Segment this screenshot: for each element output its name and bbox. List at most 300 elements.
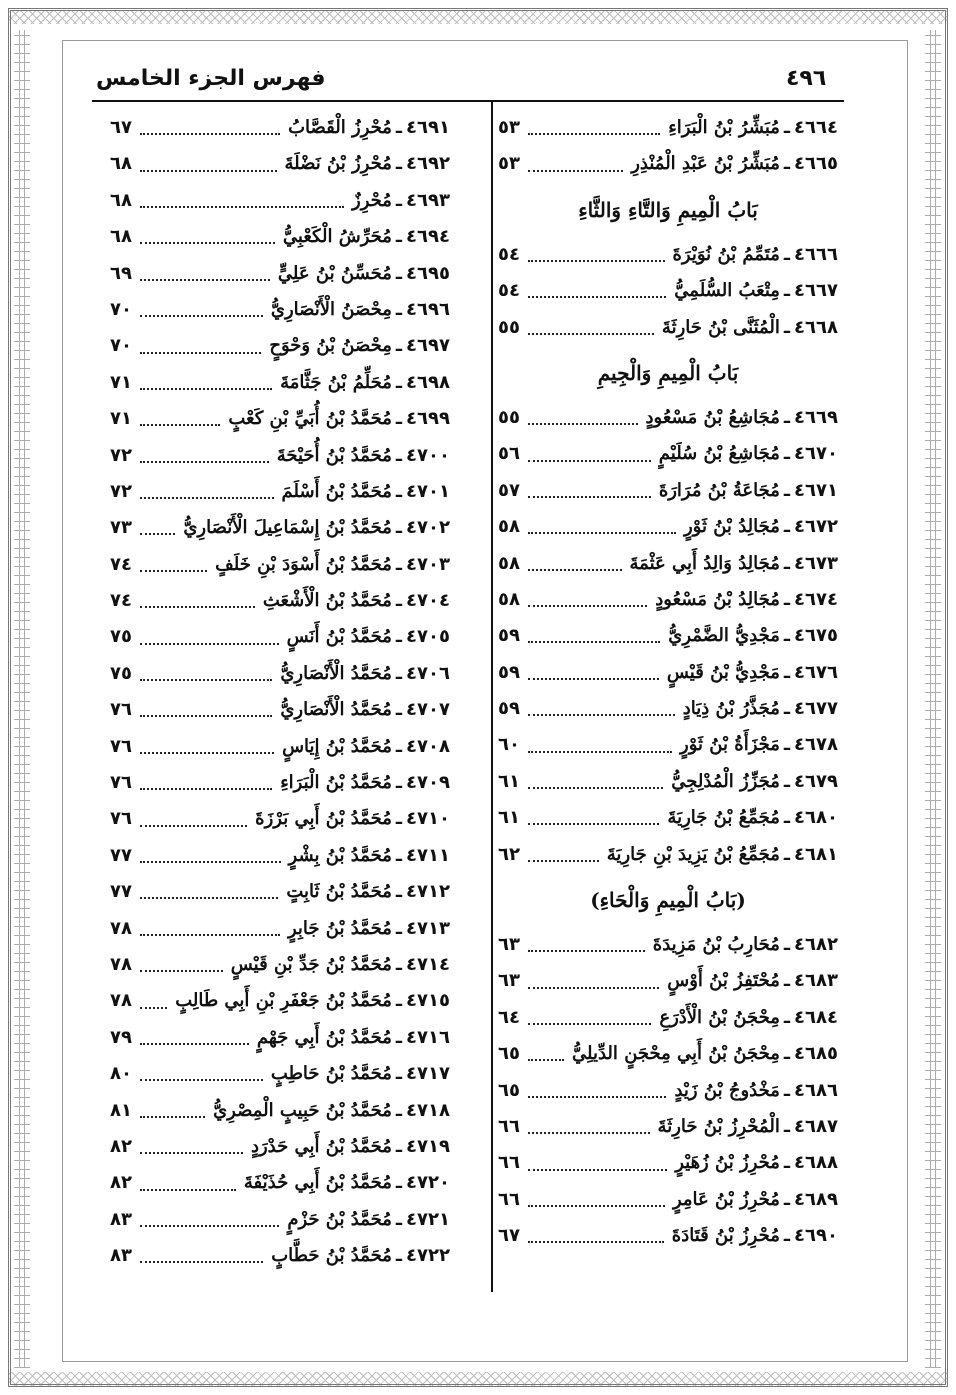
entry-name: مُحَمَّدُ بْنُ أَبِي بَرْزَةَ <box>255 808 392 830</box>
entry-number: ٤٧١٥ <box>406 990 450 1012</box>
entry-number: ٤٦٧٢ <box>794 516 838 538</box>
index-entry <box>110 911 450 947</box>
index-entry <box>110 183 450 219</box>
entry-dash: ـ <box>783 807 791 829</box>
index-entry <box>498 509 838 545</box>
index-entry <box>498 1182 838 1218</box>
entry-leader-dots <box>140 388 272 390</box>
entry-leader-dots <box>528 641 660 643</box>
entry-page-number: ٧٥ <box>110 662 132 684</box>
entry-number: ٤٦٧٤ <box>794 588 838 610</box>
entry-dash: ـ <box>783 153 791 175</box>
entry-name: مُحْرِزُ بْنُ قَتَادَةَ <box>671 1225 780 1247</box>
index-entry <box>498 473 838 509</box>
entry-dash: ـ <box>395 1026 403 1048</box>
entry-page-number: ٧٤ <box>110 590 132 612</box>
entry-name: مُحْرِزُ الْقَصَّابُ <box>288 117 392 138</box>
entry-number: ٤٦٩٦ <box>406 298 450 320</box>
index-entry <box>498 110 838 146</box>
entry-number: ٤٧٢٢ <box>406 1245 450 1267</box>
entry-dash: ـ <box>395 844 403 866</box>
entry-dash: ـ <box>395 735 403 757</box>
entry-page-number: ٥٧ <box>498 479 520 501</box>
entry-leader-dots <box>528 678 659 680</box>
entry-page-number: ٦١ <box>498 770 520 792</box>
entry-name: مُحَمَّدُ بْنُ أُبَيِّ بْنِ كَعْبٍ <box>228 408 392 430</box>
entry-name: مُحَمَّدُ بْنُ أَنَسٍ <box>286 626 392 648</box>
entry-page-number: ٧٦ <box>110 699 132 721</box>
entry-dash: ـ <box>783 1152 791 1174</box>
entry-page-number: ٦٧ <box>110 117 132 138</box>
entry-name: مُحَمَّدُ بْنُ جَدِّ بْنِ قَيْسٍ <box>230 953 392 975</box>
entry-leader-dots <box>140 715 272 717</box>
entry-leader-dots <box>528 1205 665 1207</box>
entry-number: ٤٦٨١ <box>794 843 838 865</box>
entry-number: ٤٧٠٠ <box>406 444 450 466</box>
entry-number: ٤٧١٧ <box>406 1063 450 1085</box>
entry-name: مُحَمَّدُ بْنُ الْأَشْعَثِ <box>262 590 392 612</box>
entry-name: مُحَمَّدُ بْنُ إِيَاسٍ <box>282 735 392 757</box>
entry-dash: ـ <box>395 1135 403 1157</box>
entry-leader-dots <box>528 170 623 172</box>
entry-page-number: ٦٣ <box>498 970 520 992</box>
entry-leader-dots <box>528 1241 664 1243</box>
index-entry <box>498 273 838 309</box>
entry-dash: ـ <box>783 479 791 501</box>
entry-leader-dots <box>528 605 647 607</box>
entry-name: مُحْتَفِزُ بْنُ أَوْسٍ <box>667 970 780 992</box>
page-number: ٤٩٦ <box>786 66 827 91</box>
index-entry <box>110 256 450 292</box>
entry-number: ٤٦٨٨ <box>794 1152 838 1174</box>
entry-leader-dots <box>140 461 269 463</box>
entry-page-number: ٥٩ <box>498 698 520 720</box>
entry-dash: ـ <box>395 189 403 211</box>
entry-name: مِحْصَنُ الْأَنْصَارِيُّ <box>270 298 392 320</box>
entry-number: ٤٧١٨ <box>406 1099 450 1121</box>
entry-page-number: ٦٦ <box>498 1115 520 1137</box>
entry-number: ٤٦٧٨ <box>794 734 838 756</box>
entry-name: مُبَشِّرُ بْنُ الْبَرَاءِ <box>668 117 780 138</box>
entry-leader-dots <box>528 1023 651 1025</box>
entry-leader-dots <box>528 1132 650 1134</box>
entry-leader-dots <box>528 1059 564 1061</box>
entry-dash: ـ <box>783 516 791 538</box>
entry-number: ٤٦٩٧ <box>406 335 450 357</box>
entry-number: ٤٧٠٦ <box>406 662 450 684</box>
entry-page-number: ٨١ <box>110 1099 132 1121</box>
index-entry <box>110 583 450 619</box>
entry-name: مِحْجَنُ بْنُ أَبِي مِحْجَنٍ الدِّيلِيُّ <box>572 1043 780 1065</box>
index-entry <box>110 474 450 510</box>
entry-dash: ـ <box>783 970 791 992</box>
entry-number: ٤٧٠٣ <box>406 553 450 575</box>
page-header <box>92 60 842 100</box>
section-heading: بَابُ الْمِيمِ وَالتَّاءِ وَالثَّاءِ <box>578 197 758 222</box>
entry-name: مُحَارِبُ بْنُ مَزِيدَةَ <box>652 934 780 956</box>
entry-page-number: ٦٦ <box>498 1152 520 1174</box>
entry-page-number: ٧٦ <box>110 772 132 794</box>
index-entry <box>498 691 838 727</box>
entry-number: ٤٦٦٦ <box>794 243 838 265</box>
entry-leader-dots <box>528 423 638 425</box>
index-entry <box>110 219 450 255</box>
column-divider <box>491 102 493 1292</box>
entry-page-number: ٧٢ <box>110 444 132 466</box>
entry-page-number: ٧٠ <box>110 335 132 357</box>
entry-name: مِحْصَنُ بْنُ وَحْوَحٍ <box>269 335 392 357</box>
entry-page-number: ٦١ <box>498 807 520 829</box>
entry-dash: ـ <box>395 298 403 320</box>
entry-page-number: ٥٩ <box>498 625 520 647</box>
entry-page-number: ٨٢ <box>110 1172 132 1194</box>
entry-name: مُحَمَّدُ بْنُ حَبِيبٍ الْمِصْرِيُّ <box>213 1099 392 1121</box>
entry-name: مُجَالِدُ بْنُ مَسْعُودٍ <box>655 588 780 610</box>
entry-name: مَخْدُوجُ بْنُ زَيْدٍ <box>674 1079 780 1101</box>
entry-page-number: ٦٨ <box>110 153 132 175</box>
entry-leader-dots <box>528 987 659 989</box>
entry-number: ٤٦٩٩ <box>406 408 450 430</box>
entry-name: مُتَمِّمُ بْنُ نُوَيْرَةَ <box>672 243 780 265</box>
entry-leader-dots <box>140 242 275 244</box>
entry-number: ٤٧١٦ <box>406 1026 450 1048</box>
entry-number: ٤٧١٣ <box>406 917 450 939</box>
index-entry <box>498 310 838 346</box>
entry-number: ٤٧٢١ <box>406 1208 450 1230</box>
entry-page-number: ٥٨ <box>498 552 520 574</box>
entry-dash: ـ <box>395 990 403 1012</box>
entry-dash: ـ <box>395 408 403 430</box>
index-entry <box>498 1109 838 1145</box>
entry-number: ٤٦٩٨ <box>406 371 450 393</box>
entry-leader-dots <box>140 679 272 681</box>
entry-dash: ـ <box>395 808 403 830</box>
entry-page-number: ٨٣ <box>110 1208 132 1230</box>
index-entry <box>498 436 838 472</box>
entry-dash: ـ <box>783 1006 791 1028</box>
index-entry <box>110 547 450 583</box>
entry-number: ٤٦٨٢ <box>794 934 838 956</box>
entry-number: ٤٧٠٤ <box>406 590 450 612</box>
index-entry <box>498 582 838 618</box>
entry-dash: ـ <box>395 1172 403 1194</box>
entry-number: ٤٧٠٢ <box>406 517 450 539</box>
entry-name: مَجْدِيُّ بْنُ قَيْسٍ <box>666 661 780 683</box>
entry-dash: ـ <box>783 1043 791 1065</box>
entry-leader-dots <box>140 897 278 899</box>
entry-page-number: ٦٨ <box>110 226 132 248</box>
entry-name: مُجَاشِعُ بْنُ مَسْعُودٍ <box>645 406 780 428</box>
entry-name: مُحَمَّدُ بْنُ الْبَرَاءِ <box>280 772 392 794</box>
entry-name: مُحْرِزُ بْنُ زُهَيْرٍ <box>675 1152 780 1174</box>
index-entry <box>110 619 450 655</box>
entry-name: مُحَمَّدُ بْنُ حَزْمٍ <box>287 1208 392 1230</box>
entry-number: ٤٧٠٩ <box>406 772 450 794</box>
index-entry <box>110 1056 450 1092</box>
entry-dash: ـ <box>783 698 791 720</box>
entry-dash: ـ <box>395 590 403 612</box>
index-entry <box>110 801 450 837</box>
entry-leader-dots <box>140 206 344 208</box>
entry-leader-dots <box>140 133 280 135</box>
entry-page-number: ٥٦ <box>498 443 520 465</box>
entry-page-number: ٨٣ <box>110 1245 132 1267</box>
entry-dash: ـ <box>395 953 403 975</box>
entry-name: مُحَسِّنُ بْنُ عَلِيٍّ <box>277 262 392 284</box>
entry-dash: ـ <box>783 734 791 756</box>
entry-name: مُحَمَّدُ بْنُ أُحَيْحَةَ <box>276 444 392 466</box>
entry-dash: ـ <box>395 881 403 903</box>
section-heading: بَابُ الْمِيمِ وَالْجِيمِ <box>597 360 739 385</box>
entry-number: ٤٦٧٦ <box>794 661 838 683</box>
index-entry <box>110 656 450 692</box>
entry-leader-dots <box>140 861 281 863</box>
entry-page-number: ٧٣ <box>110 517 132 539</box>
entry-dash: ـ <box>395 1245 403 1267</box>
entry-number: ٤٦٦٧ <box>794 280 838 302</box>
entry-number: ٤٦٩٥ <box>406 262 450 284</box>
entry-number: ٤٦٨٣ <box>794 970 838 992</box>
entry-leader-dots <box>528 532 676 534</box>
index-entry <box>498 963 838 999</box>
entry-number: ٤٧٠٥ <box>406 626 450 648</box>
entry-dash: ـ <box>395 517 403 539</box>
entry-dash: ـ <box>395 153 403 175</box>
entry-number: ٤٦٧١ <box>794 479 838 501</box>
index-entry <box>110 1129 450 1165</box>
entry-leader-dots <box>140 934 280 936</box>
entry-dash: ـ <box>783 1115 791 1137</box>
entry-name: مُبَشِّرُ بْنُ عَبْدِ الْمُنْذِرِ <box>631 153 780 175</box>
entry-number: ٤٦٨٠ <box>794 807 838 829</box>
index-entry <box>498 237 838 273</box>
entry-name: مُحَمَّدُ بْنُ حَاطِبٍ <box>270 1063 392 1085</box>
entry-leader-dots <box>140 1043 249 1045</box>
entry-page-number: ٦٣ <box>498 934 520 956</box>
index-entry <box>110 983 450 1019</box>
index-entry <box>110 1202 450 1238</box>
entry-page-number: ٦٦ <box>498 1188 520 1210</box>
index-entry <box>498 800 838 836</box>
entry-leader-dots <box>140 825 247 827</box>
index-entry <box>110 328 450 364</box>
entry-leader-dots <box>528 751 672 753</box>
entry-leader-dots <box>528 823 659 825</box>
entry-leader-dots <box>528 260 665 262</box>
entry-number: ٤٧١٤ <box>406 953 450 975</box>
header-rule <box>92 100 844 102</box>
entry-number: ٤٦٩٢ <box>406 153 450 175</box>
index-entry <box>110 874 450 910</box>
entry-number: ٤٦٨٩ <box>794 1188 838 1210</box>
entry-leader-dots <box>528 133 660 135</box>
index-entry <box>498 727 838 763</box>
entry-name: مُحَمَّدُ بْنُ أَسْلَمَ <box>281 480 392 502</box>
entry-name: مُجَالِدُ وَالِدُ أَبِي عَثْمَةَ <box>629 552 780 574</box>
entry-leader-dots <box>140 1189 236 1191</box>
entry-page-number: ٦٥ <box>498 1079 520 1101</box>
running-title: فهرس الجزء الخامس <box>96 66 326 91</box>
entry-dash: ـ <box>395 626 403 648</box>
entry-dash: ـ <box>395 662 403 684</box>
entry-page-number: ٧٨ <box>110 953 132 975</box>
entry-page-number: ٧١ <box>110 408 132 430</box>
entry-number: ٤٦٩٣ <box>406 189 450 211</box>
entry-name: مُجَاشِعُ بْنُ سُلَيْمٍ <box>658 443 780 465</box>
entry-leader-dots <box>528 1096 666 1098</box>
entry-leader-dots <box>140 752 274 754</box>
index-entry <box>110 510 450 546</box>
entry-leader-dots <box>140 533 175 535</box>
index-entry <box>110 692 450 728</box>
entry-leader-dots <box>140 1225 279 1227</box>
index-entry <box>110 292 450 328</box>
entry-page-number: ٧٦ <box>110 808 132 830</box>
entry-page-number: ٨٠ <box>110 1063 132 1085</box>
index-entry <box>498 400 838 436</box>
entry-dash: ـ <box>395 262 403 284</box>
entry-page-number: ٥٩ <box>498 661 520 683</box>
index-entry <box>110 1093 450 1129</box>
entry-dash: ـ <box>783 661 791 683</box>
entry-page-number: ٥٨ <box>498 588 520 610</box>
entry-page-number: ٧٢ <box>110 480 132 502</box>
entry-name: مُحْرِزٌ <box>352 189 392 211</box>
entry-name: مُحَمَّدُ بْنُ بِشْرٍ <box>288 844 392 866</box>
entry-name: مُحَلِّمُ بْنُ جَثَّامَةَ <box>280 371 392 393</box>
index-entry <box>110 1020 450 1056</box>
entry-page-number: ٥٨ <box>498 516 520 538</box>
entry-name: مُحَرِّشُ الْكَعْبِيُّ <box>282 226 392 248</box>
entry-leader-dots <box>528 860 599 862</box>
entry-leader-dots <box>140 570 207 572</box>
entry-page-number: ٥٤ <box>498 243 520 265</box>
entry-page-number: ٦٢ <box>498 843 520 865</box>
index-entry <box>498 1218 838 1254</box>
entry-name: مَجْدِيُّ الضَّمْرِيُّ <box>668 625 780 647</box>
index-entry <box>498 1000 838 1036</box>
index-entry <box>110 1165 450 1201</box>
entry-page-number: ٥٤ <box>498 280 520 302</box>
entry-leader-dots <box>528 1169 667 1171</box>
entry-dash: ـ <box>395 371 403 393</box>
entry-name: مُجَالِدُ بْنُ ثَوْرٍ <box>683 516 780 538</box>
entry-page-number: ٥٥ <box>498 316 520 338</box>
entry-leader-dots <box>140 788 272 790</box>
entry-leader-dots <box>140 643 279 645</box>
entry-page-number: ٦٨ <box>110 189 132 211</box>
entry-number: ٤٦٩١ <box>406 117 450 138</box>
entry-dash: ـ <box>783 770 791 792</box>
entry-name: مُحَمَّدُ بْنُ أَبِي حَدْرَدٍ <box>250 1135 392 1157</box>
index-entry <box>498 1145 838 1181</box>
entry-dash: ـ <box>783 934 791 956</box>
entry-page-number: ٧٨ <box>110 990 132 1012</box>
entry-number: ٤٦٨٦ <box>794 1079 838 1101</box>
entry-dash: ـ <box>783 1188 791 1210</box>
entry-number: ٤٦٧٥ <box>794 625 838 647</box>
entry-name: مُحْرِزُ بْنُ عَامِرٍ <box>672 1188 780 1210</box>
entry-dash: ـ <box>395 226 403 248</box>
entry-name: مُجَمِّعُ بْنُ جَارِيَةَ <box>667 807 780 829</box>
entry-leader-dots <box>140 1079 263 1081</box>
index-entry <box>110 401 450 437</box>
entry-page-number: ٧٠ <box>110 298 132 320</box>
entry-leader-dots <box>140 1261 263 1263</box>
entry-number: ٤٦٦٨ <box>794 316 838 338</box>
index-entry <box>110 729 450 765</box>
entry-leader-dots <box>140 1007 167 1009</box>
entry-dash: ـ <box>395 444 403 466</box>
entry-dash: ـ <box>783 1079 791 1101</box>
index-entry <box>498 927 838 963</box>
entry-number: ٤٦٧٩ <box>794 770 838 792</box>
entry-name: مُحَمَّدُ بْنُ جَابِرٍ <box>287 917 392 939</box>
index-entry <box>110 765 450 801</box>
entry-number: ٤٦٧٧ <box>794 698 838 720</box>
entry-dash: ـ <box>783 406 791 428</box>
entry-number: ٤٦٦٤ <box>794 117 838 138</box>
entry-dash: ـ <box>395 699 403 721</box>
entry-page-number: ٧١ <box>110 371 132 393</box>
entry-name: مُحَمَّدُ بْنُ إِسْمَاعِيلَ الْأَنْصَارِيُّ <box>183 517 392 539</box>
entry-dash: ـ <box>783 443 791 465</box>
index-entry <box>110 947 450 983</box>
entry-name: مُجَاعَةُ بْنُ مُرَارَةَ <box>658 479 780 501</box>
index-entry <box>110 365 450 401</box>
section-heading: (بَابُ الْمِيمِ وَالْحَاءِ) <box>590 888 746 913</box>
entry-name: مُحَمَّدُ بْنُ أَبِي جَهْمٍ <box>256 1026 392 1048</box>
entry-number: ٤٦٩٤ <box>406 226 450 248</box>
entry-dash: ـ <box>395 1099 403 1121</box>
entry-dash: ـ <box>395 772 403 794</box>
entry-name: مِحْجَنُ بْنُ الْأَدْرَعِ <box>659 1006 780 1028</box>
entry-name: مُحَمَّدُ بْنُ جَعْفَرِ بْنِ أَبِي طَالِبٍ <box>175 990 392 1012</box>
entry-leader-dots <box>140 315 263 317</box>
entry-dash: ـ <box>783 280 791 302</box>
entry-name: مُحَمَّدُ بْنُ حَطَّابٍ <box>271 1245 392 1267</box>
entry-number: ٤٦٧٣ <box>794 552 838 574</box>
entry-leader-dots <box>528 460 651 462</box>
index-entry <box>498 837 838 873</box>
entry-dash: ـ <box>783 316 791 338</box>
index-entry <box>110 438 450 474</box>
entry-dash: ـ <box>395 335 403 357</box>
entry-number: ٤٦٧٠ <box>794 443 838 465</box>
entry-dash: ـ <box>783 552 791 574</box>
entry-name: مُحَمَّدُ الْأَنْصَارِيُّ <box>280 662 392 684</box>
entry-number: ٤٦٦٥ <box>794 153 838 175</box>
entry-name: مَجْزَأَةُ بْنُ ثَوْرٍ <box>680 734 780 756</box>
index-entry <box>498 655 838 691</box>
entry-number: ٤٧١٠ <box>406 808 450 830</box>
entry-dash: ـ <box>395 553 403 575</box>
entry-number: ٤٦٩٠ <box>794 1225 838 1247</box>
entry-leader-dots <box>528 787 663 789</box>
entry-leader-dots <box>528 296 666 298</box>
entry-name: الْمُثَنَّى بْنُ حَارِثَةَ <box>661 316 780 338</box>
entry-dash: ـ <box>395 1063 403 1085</box>
entry-name: الْمُحْرِزُ بْنُ حَارِثَةَ <box>657 1115 780 1137</box>
index-entry <box>498 764 838 800</box>
entry-page-number: ٧٥ <box>110 626 132 648</box>
entry-number: ٤٦٦٩ <box>794 406 838 428</box>
entry-number: ٤٦٨٥ <box>794 1043 838 1065</box>
index-entry <box>498 618 838 654</box>
entry-page-number: ٧٩ <box>110 1026 132 1048</box>
entry-page-number: ٥٥ <box>498 406 520 428</box>
entry-number: ٤٧١١ <box>406 844 450 866</box>
